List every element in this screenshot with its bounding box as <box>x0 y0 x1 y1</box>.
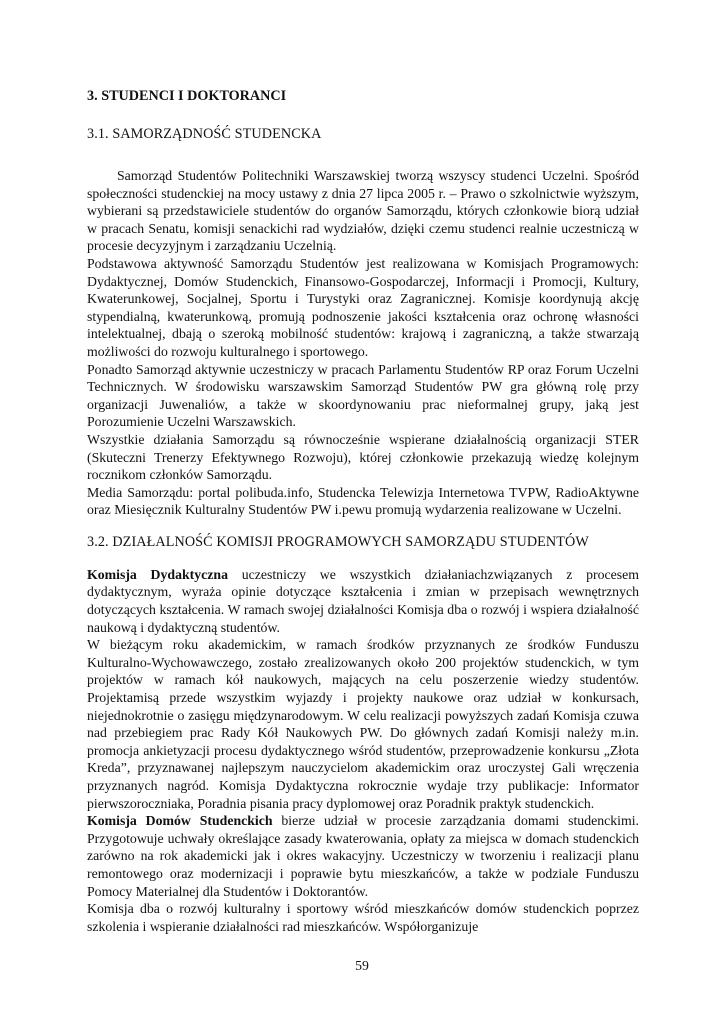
paragraph-komisje-programowe: Podstawowa aktywność Samorządu Studentów jest realizowana w Komisjach Programowych: Dydaktycznej, Domów Studenckich, Finansowo-Gospodarczej, Informacji i Promocji, Kultury, Kwaterunkowej, Socjalnej, Sportu i Turystyki oraz Zagranicznej. Komisje koordynują akcję stypendialną, kwaterunkową, promują podnoszenie jakości kształcenia oraz ochronę własności intelektualnej, dbają o szeroką mobilność studentów: krajową i zagraniczną, a także stwarzają możliwości do rozwoju kulturalnego i sportowego. <box>87 255 639 359</box>
komisja-dydaktyczna-term: Komisja Dydaktyczna <box>87 566 228 582</box>
paragraph-parlament: Ponadto Samorząd aktywnie uczestniczy w pracach Parlamentu Studentów RP oraz Forum Uczelni Technicznych. W środowisku warszawskim Samorząd Studentów PW gra główną rolę przy organizacji Juwenaliów, a także w skoordynowaniu prac nieformalnej grupy, jaką jest Porozumienie Uczelni Warszawskich. <box>87 361 639 430</box>
paragraph-media: Media Samorządu: portal polibuda.info, Studencka Telewizja Internetowa TVPW, RadioAktywne oraz Miesięcznik Kulturalny Studentów PW i.pewu promują wydarzenia realizowane w Uczelni. <box>87 484 639 518</box>
paragraph-rozwoj-kulturalny: Komisja dba o rozwój kulturalny i sportowy wśród mieszkańców domów studenckich poprzez szkolenia i wspieranie działalności rad mieszkańców. Współorganizuje <box>87 901 639 934</box>
komisja-domow-text: bierze udział w procesie zarządzania domami studenckimi. Przygotowuje uchwały określające zasady kwaterowania, opłaty za miejsca w domach studenckich zarówno na rok akademicki jak i okres wakacyjny. Uczestniczy w tworzeniu i realizacji planu remontowego oraz modernizacji i poprawie bytu mieszkańców, a także w podziale Funduszu Pomocy Materialnej dla Studentów i Doktorantów. <box>87 813 639 899</box>
subsection-heading-3-2: 3.2. DZIAŁALNOŚĆ KOMISJI PROGRAMOWYCH SAMORZĄDU STUDENTÓW <box>87 533 589 550</box>
paragraph-ster: Wszystkie działania Samorządu są równocześnie wspierane działalnością organizacji STER (Skuteczni Trenerzy Efektywnego Rozwoju), której członkowie przekazują wiedzę kolejnym rocznikom członków Samorządu. <box>87 431 639 483</box>
subsection-heading-3-1: 3.1. SAMORZĄDNOŚĆ STUDENCKA <box>87 126 322 142</box>
paragraph-komisja-dydaktyczna <box>87 566 639 636</box>
paragraph-projekty-studenckie: W bieżącym roku akademickim, w ramach środków przyznanych ze środków Funduszu Kulturalno-Wychowawczego, zostało zrealizowanych około 200 projektów studenckich, w tym projektów w ramach kół naukowych, mających na celu poszerzenie wiedzy studentów. Projektamisą przede wszystkim wyjazdy i projekty naukowe oraz udział w konkursach, niejednokrotnie o zasięgu międzynarodowym. W celu realizacji powyższych zadań Komisja czuwa nad przebiegiem prac Rady Kół Naukowych PW. Do głównych zadań Komisji należy m.in. promocja ankietyzacji procesu dydaktycznego wśród studentów, przeprowadzenie konkursu „Złota Kreda”, przyznawanej najlepszym nauczycielom akademickim oraz uroczystej Gali wręczenia przyznanych nagród. Komisja Dydaktyczna rokrocznie wydaje trzy publikacje: Informator pierwszoroczniaka, Poradnia pisania pracy dyplomowej oraz Poradnik praktyk studenckich. <box>87 637 639 811</box>
komisja-domow-term: Komisja Domów Studenckich <box>87 813 273 829</box>
page-number: 59 <box>355 958 369 973</box>
page-content <box>87 86 639 935</box>
komisja-dydaktyczna-text: uczestniczy we wszystkich działaniachzwiązanych z procesem dydaktycznym, wyraża opinie dotyczące kształcenia i zmian w przepisach wewnętrznych dotyczących kształcenia. W ramach swojej działalności Komisja dba o rozwój i wspiera działalność naukową i dydaktyczną studentów. <box>87 566 639 635</box>
section-heading: 3. STUDENCI I DOKTORANCI <box>87 88 287 104</box>
paragraph-samorzad-intro: Samorząd Studentów Politechniki Warszawskiej tworzą wszyscy studenci Uczelni. Spośród społeczności studenckiej na mocy ustawy z dnia 27 lipca 2005 r. – Prawo o szkolnictwie wyższym, wybierani są przedstawiciele studentów do organów Samorządu, których członkowie biorą udział w pracach Senatu, komisji senackichi rad wydziałów, dzięki czemu studenci realnie uczestniczą w procesie decyzyjnym i zarządzaniu Uczelnią. <box>87 168 639 254</box>
paragraph-komisja-domow <box>87 812 639 900</box>
